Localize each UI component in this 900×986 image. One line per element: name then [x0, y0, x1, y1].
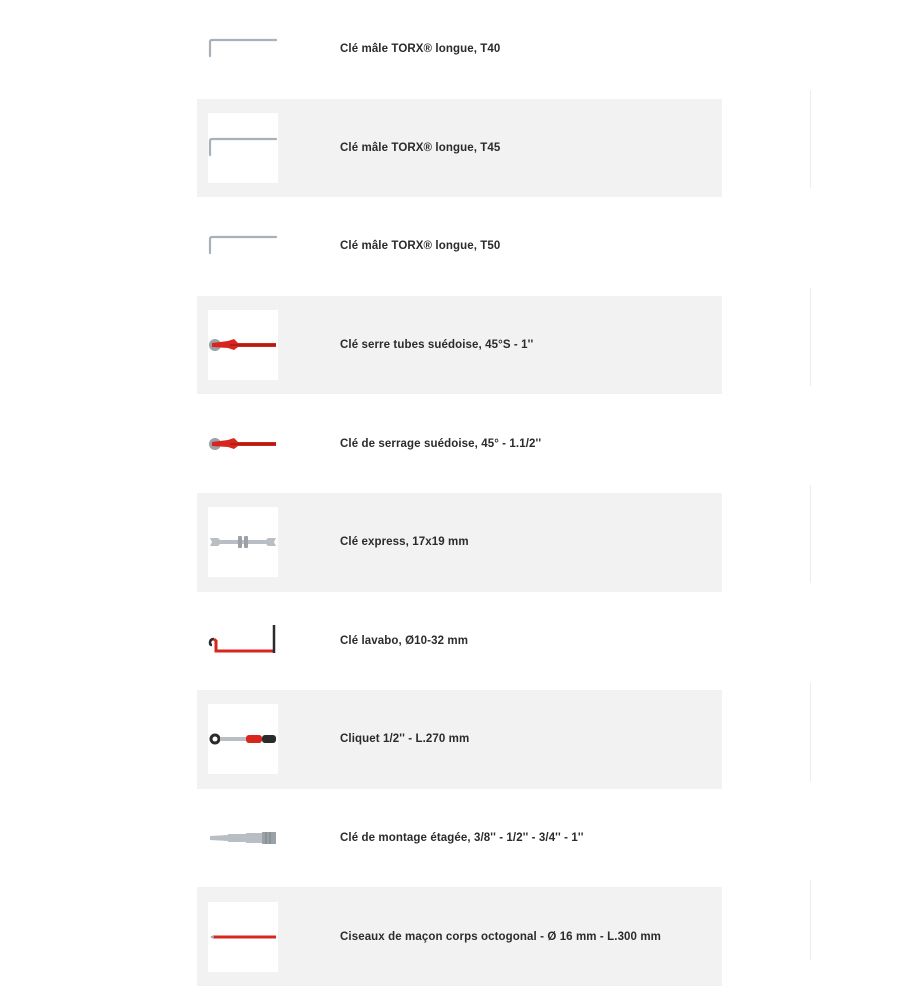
torx-key-icon: [208, 133, 278, 163]
divider: [810, 683, 811, 781]
list-item[interactable]: [197, 0, 722, 99]
product-name: Clé express, 17x19 mm: [340, 536, 469, 549]
list-item[interactable]: [197, 789, 722, 888]
divider: [810, 880, 811, 960]
product-thumbnail: [208, 211, 278, 281]
product-name: Clé de montage étagée, 3/8'' - 1/2'' - 3/4'' - 1'': [340, 832, 584, 845]
list-item[interactable]: [197, 690, 722, 789]
product-thumbnail: [208, 606, 278, 676]
product-list: [197, 0, 722, 986]
list-item[interactable]: [197, 99, 722, 198]
list-item[interactable]: [197, 296, 722, 395]
product-thumbnail: [208, 704, 278, 774]
torx-key-icon: [208, 34, 278, 64]
pipe-wrench-icon: [208, 434, 278, 454]
stepped-key-icon: [208, 827, 278, 849]
product-name: Clé lavabo, Ø10-32 mm: [340, 634, 469, 647]
product-thumbnail: [208, 310, 278, 380]
divider: [810, 485, 811, 583]
product-name: Clé mâle TORX® longue, T45: [340, 141, 501, 154]
list-item[interactable]: [197, 394, 722, 493]
product-name: Clé mâle TORX® longue, T50: [340, 240, 501, 253]
product-thumbnail: [208, 409, 278, 479]
product-thumbnail: [208, 902, 278, 972]
divider: [810, 288, 811, 386]
basin-wrench-icon: [208, 623, 278, 659]
pipe-wrench-icon: [208, 335, 278, 355]
mason-chisel-icon: [208, 931, 278, 943]
product-name: Ciseaux de maçon corps octogonal - Ø 16 mm - L.300 mm: [340, 930, 661, 943]
product-thumbnail: [208, 803, 278, 873]
product-thumbnail: [208, 507, 278, 577]
product-thumbnail: [208, 14, 278, 84]
divider: [810, 90, 811, 188]
list-item[interactable]: [197, 887, 722, 986]
ratchet-icon: [208, 729, 278, 749]
product-name: Clé de serrage suédoise, 45° - 1.1/2'': [340, 437, 542, 450]
product-name: Clé serre tubes suédoise, 45°S - 1'': [340, 339, 534, 352]
torx-key-icon: [208, 231, 278, 261]
double-open-wrench-icon: [208, 531, 278, 553]
product-name: Cliquet 1/2'' - L.270 mm: [340, 733, 470, 746]
product-thumbnail: [208, 113, 278, 183]
list-item[interactable]: [197, 592, 722, 691]
product-name: Clé mâle TORX® longue, T40: [340, 43, 501, 56]
list-item[interactable]: [197, 197, 722, 296]
list-item[interactable]: [197, 493, 722, 592]
